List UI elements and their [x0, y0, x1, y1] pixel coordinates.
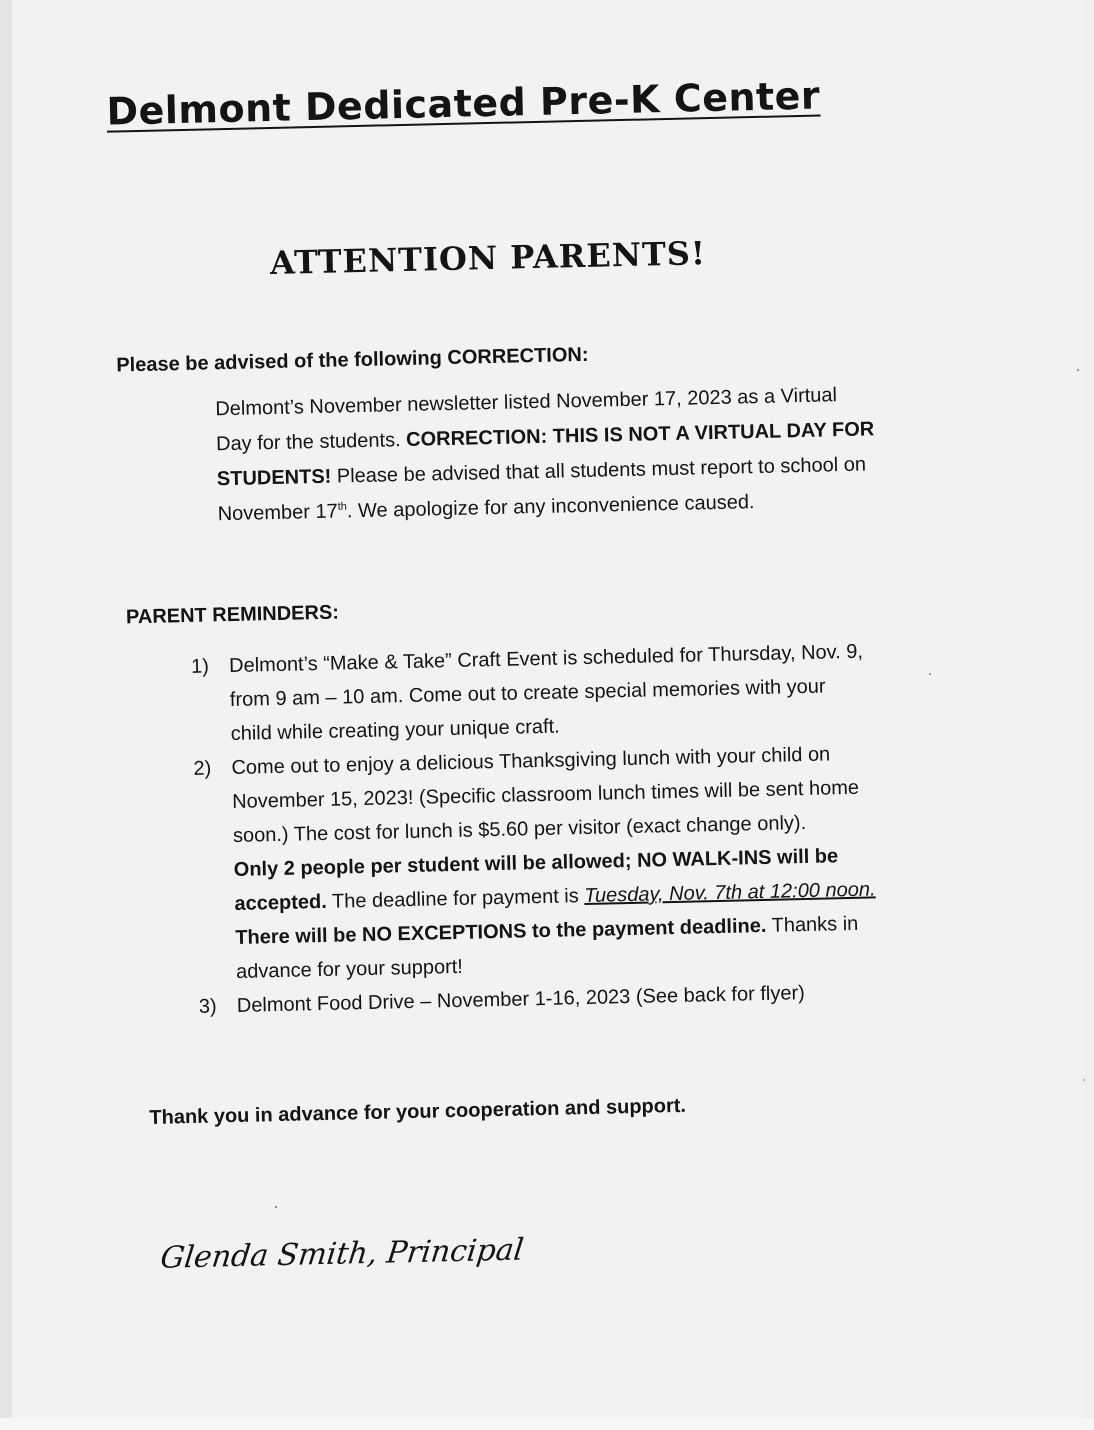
signature: Glenda Smith, Principal	[158, 1232, 526, 1276]
item-line: child while creating your unique craft.	[230, 715, 560, 746]
attention-heading: ATTENTION PARENTS!	[269, 234, 707, 283]
list-item	[193, 736, 877, 989]
item-bold-text: There will be NO EXCEPTIONS to the payment deadline.	[235, 914, 767, 949]
correction-bold-text: CORRECTION: THIS IS NOT A VIRTUAL DAY FOR	[405, 418, 875, 451]
item-bold-text: accepted.	[234, 890, 328, 915]
list-item	[191, 635, 872, 752]
item-line: Only 2 people per student will be allowed; NO WALK-INS will be	[233, 845, 839, 881]
closing-thanks: Thank you in advance for your cooperation and support.	[149, 1094, 687, 1129]
correction-text: November 17	[217, 500, 338, 526]
superscript: th	[337, 500, 347, 513]
reminders-heading: PARENT REMINDERS:	[125, 601, 340, 629]
item-line: November 15, 2023! (Specific classroom lunch times will be sent home	[231, 776, 860, 814]
correction-text: Please be advised that all students must report to school on	[331, 453, 867, 488]
correction-text: . We apologize for any inconvenience caused.	[346, 491, 755, 523]
item-number: 2)	[193, 757, 212, 780]
item-line: Delmont’s “Make & Take” Craft Event is scheduled for Thursday, Nov. 9,	[228, 640, 864, 678]
item-line: soon.) The cost for lunch is $5.60 per visitor (exact change only).	[232, 811, 807, 847]
correction-paragraph	[215, 377, 876, 532]
correction-bold-text: STUDENTS!	[216, 465, 332, 491]
correction-text: Day for the students.	[215, 428, 407, 456]
reminders-list	[191, 635, 878, 1024]
item-number: 3)	[198, 995, 217, 1018]
item-line: Come out to enjoy a delicious Thanksgiving lunch with your child on	[231, 743, 831, 780]
school-title: Delmont Dedicated Pre-K Center	[106, 73, 821, 134]
item-number: 1)	[190, 655, 210, 678]
correction-text: Delmont’s November newsletter listed November 17, 2023 as a Virtual	[215, 384, 838, 421]
item-line: Delmont Food Drive – November 1-16, 2023 (See back for flyer)	[236, 982, 805, 1017]
correction-heading: Please be advised of the following CORRECTION:	[116, 343, 589, 377]
item-text: Thanks in	[766, 912, 859, 937]
item-line: from 9 am – 10 am. Come out to create special memories with your	[229, 675, 826, 712]
item-line: advance for your support!	[235, 955, 464, 983]
payment-deadline: Tuesday, Nov. 7th at 12:00 noon.	[584, 878, 876, 908]
item-text: The deadline for payment is	[326, 885, 585, 913]
